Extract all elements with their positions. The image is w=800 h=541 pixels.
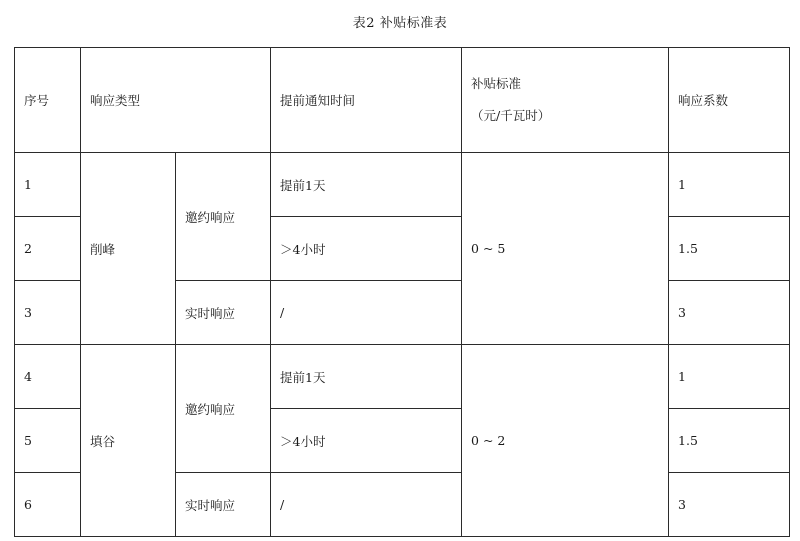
- cell-notice-time: 提前1天: [271, 345, 462, 409]
- cell-seq: 2: [15, 217, 81, 281]
- cell-coefficient: 3: [669, 281, 790, 345]
- cell-subsidy-standard: 0 ~ 2: [462, 345, 669, 537]
- cell-response-mode: 邀约响应: [176, 153, 271, 281]
- cell-notice-time: /: [271, 473, 462, 537]
- header-subsidy-standard: [462, 48, 669, 153]
- header-subsidy-unit: （元/千瓦时）: [471, 108, 551, 123]
- cell-subsidy-standard: 0 ~ 5: [462, 153, 669, 345]
- cell-coefficient: 1.5: [669, 217, 790, 281]
- cell-notice-time: /: [271, 281, 462, 345]
- cell-response-mode: 邀约响应: [176, 345, 271, 473]
- cell-coefficient: 1: [669, 153, 790, 217]
- cell-response-mode: 实时响应: [176, 473, 271, 537]
- cell-seq: 1: [15, 153, 81, 217]
- cell-response-mode: 实时响应: [176, 281, 271, 345]
- table-row: [15, 345, 790, 409]
- cell-response-type: 填谷: [81, 345, 176, 537]
- table-caption: 表2 补贴标准表: [352, 16, 448, 31]
- header-seq: 序号: [15, 48, 81, 153]
- cell-seq: 6: [15, 473, 81, 537]
- subsidy-standard-table: [14, 47, 790, 537]
- header-response-type: 响应类型: [81, 48, 271, 153]
- cell-seq: 3: [15, 281, 81, 345]
- cell-notice-time: 提前1天: [271, 153, 462, 217]
- cell-seq: 5: [15, 409, 81, 473]
- cell-coefficient: 3: [669, 473, 790, 537]
- header-response-coefficient: 响应系数: [669, 48, 790, 153]
- cell-notice-time: ＞4小时: [271, 409, 462, 473]
- cell-coefficient: 1.5: [669, 409, 790, 473]
- cell-notice-time: ＞4小时: [271, 217, 462, 281]
- cell-seq: 4: [15, 345, 81, 409]
- cell-coefficient: 1: [669, 345, 790, 409]
- header-subsidy-label: 补贴标准: [471, 76, 522, 91]
- table-row: [15, 153, 790, 217]
- header-notice-time: 提前通知时间: [271, 48, 462, 153]
- table-header-row: [15, 48, 790, 153]
- cell-response-type: 削峰: [81, 153, 176, 345]
